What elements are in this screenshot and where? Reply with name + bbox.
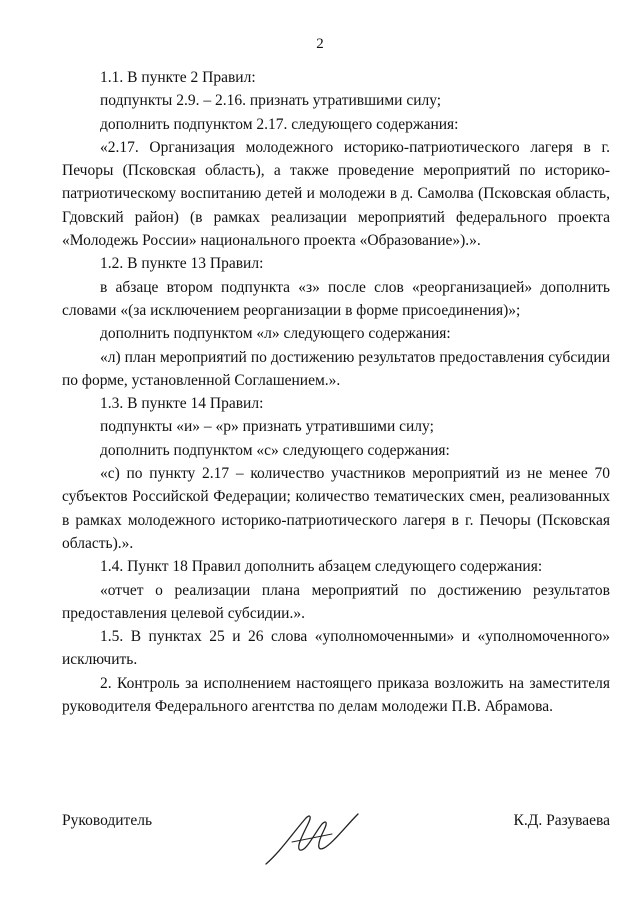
signature-block xyxy=(62,812,610,872)
paragraph-1-1: 1.1. В пункте 2 Правил: xyxy=(100,69,256,86)
paragraph: «л) план мероприятий по достижению результатов предоставления субсидии по форме, установленной Соглашением.». xyxy=(62,348,610,389)
paragraph: дополнить подпунктом «с» следующего содержания: xyxy=(100,441,450,459)
paragraph-1-5: 1.5. В пунктах 25 и 26 слова «уполномоченными» и «уполномоченного» исключить. xyxy=(62,628,610,669)
handwritten-signature xyxy=(262,804,362,870)
document-body xyxy=(62,66,610,718)
paragraph: «2.17. Организация молодежного историко-патриотического лагеря в г. Печоры (Псковская область), а также проведение мероприятий по историко-патриотическому воспитанию детей и молодежи в д. Самолва (Псковская область, Гдовский район) (в рамках реализации мероприятий федерального проекта «Молодежь России» национального проекта «Образование»).». xyxy=(62,138,610,250)
paragraph-1-4: 1.4. Пункт 18 Правил дополнить абзацем следующего содержания: xyxy=(100,558,543,576)
paragraph: подпункты 2.9. – 2.16. признать утратившими силу; xyxy=(100,92,442,110)
paragraph: «отчет о реализации плана мероприятий по достижению результатов предоставления целевой субсидии.». xyxy=(62,581,610,622)
paragraph-1-3: 1.3. В пункте 14 Правил: xyxy=(100,395,264,413)
paragraph: подпункты «и» – «р» признать утратившими силу; xyxy=(100,418,434,436)
paragraph: дополнить подпунктом «л» следующего содержания: xyxy=(100,325,451,343)
paragraph: «с) по пункту 2.17 – количество участников мероприятий из не менее 70 субъектов Российской Федерации; количество тематических смен, реализованных в рамках молодежного историко-патриотического лагеря в г. Печоры (Псковская область).». xyxy=(62,465,610,552)
paragraph: в абзаце втором подпункта «з» после слов «реорганизацией» дополнить словами «(за исключением реорганизации в форме присоединения)»; xyxy=(62,278,610,319)
paragraph-1-2: 1.2. В пункте 13 Правил: xyxy=(100,255,264,273)
paragraph-2: 2. Контроль за исполнением настоящего приказа возложить на заместителя руководителя Федерального агентства по делам молодежи П.В. Абрамова. xyxy=(62,674,610,716)
page-number: 2 xyxy=(316,36,324,52)
signer-title: Руководитель xyxy=(62,812,153,829)
signer-name: К.Д. Разуваева xyxy=(513,812,610,829)
paragraph: дополнить подпунктом 2.17. следующего содержания: xyxy=(100,115,459,133)
